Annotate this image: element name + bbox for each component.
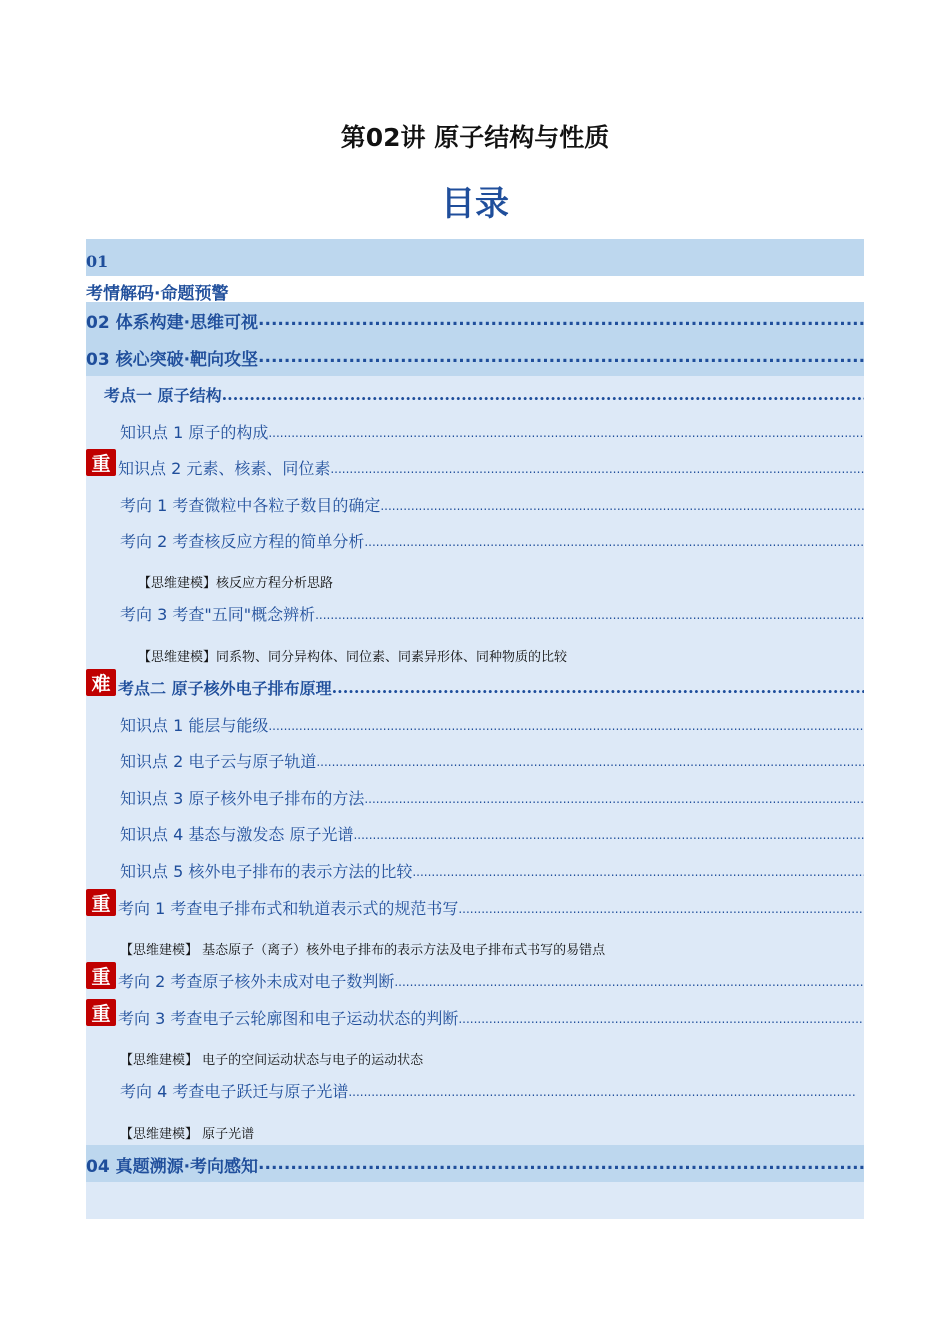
toc-entry-k2-kaoxiang-2[interactable] — [86, 966, 864, 994]
toc-entry-k2-kaoxiang-4[interactable] — [86, 1076, 856, 1104]
toc-entry-k1-zhishi-1[interactable] — [86, 417, 864, 445]
section-band-01 — [86, 239, 864, 276]
dot-leader — [394, 971, 864, 990]
toc-entry-section-04[interactable] — [86, 1150, 864, 1178]
toc-entry-kaodian-1[interactable] — [86, 380, 864, 408]
important-badge: 重 — [86, 962, 116, 989]
toc-entry-label: 02 体系构建·思维可视 — [86, 312, 259, 333]
important-badge: 重 — [86, 449, 116, 476]
toc-entry-label: 知识点 3 原子核外电子排布的方法 — [120, 788, 365, 808]
dot-leader — [258, 1154, 864, 1174]
toc-entry-kaodian-2[interactable] — [86, 673, 864, 701]
toc-entry-k1-kaoxiang-3[interactable] — [86, 599, 864, 627]
dot-leader — [364, 788, 864, 807]
toc-entry-k2-kaoxiang-1[interactable] — [86, 893, 864, 921]
thinking-model-note: 【思维建模】 原子光谱 — [120, 1127, 255, 1142]
toc-entry-label: 考点一 原子结构 — [104, 385, 222, 405]
toc-entry-label: 知识点 2 元素、核素、同位素 — [118, 458, 331, 478]
toc-entry-k2-zhishi-5[interactable] — [86, 856, 864, 884]
toc-entry-label: 03 核心突破·靶向攻坚 — [86, 349, 259, 370]
toc-entry-label: 知识点 1 能层与能级 — [120, 715, 269, 735]
toc-entry-label: 知识点 4 基态与激发态 原子光谱 — [120, 824, 354, 844]
toc-entry-k1-kaoxiang-1[interactable] — [86, 490, 864, 518]
thinking-model-note: 【思维建模】同系物、同分异构体、同位素、同素异形体、同种物质的比较 — [138, 650, 568, 665]
dot-leader — [353, 824, 864, 843]
section-01-title[interactable]: 考情解码·命题预警 — [86, 284, 229, 304]
toc-entry-label: 考向 2 考查原子核外未成对电子数判断 — [118, 971, 395, 991]
dot-leader — [380, 495, 864, 514]
toc-heading: 目录 — [441, 184, 509, 224]
toc-entry-k2-zhishi-4[interactable] — [86, 819, 864, 847]
toc-entry-label: 考向 3 考查"五同"概念辨析 — [120, 604, 316, 624]
toc-entry-label: 考向 3 考查电子云轮廓图和电子运动状态的判断 — [118, 1008, 459, 1028]
toc-entry-k1-kaoxiang-2[interactable] — [86, 526, 864, 554]
dot-leader — [458, 898, 864, 917]
dot-leader — [268, 715, 864, 734]
dot-leader — [348, 1081, 856, 1100]
difficult-badge: 难 — [86, 669, 116, 696]
toc-entry-label: 考向 4 考查电子跃迁与原子光谱 — [120, 1081, 349, 1101]
toc-entry-label: 04 真题溯源·考向感知 — [86, 1156, 259, 1177]
dot-leader — [315, 604, 864, 623]
toc-entry-k2-zhishi-3[interactable] — [86, 783, 864, 811]
toc-entry-k2-kaoxiang-3[interactable] — [86, 1003, 864, 1031]
toc-entry-k1-zhishi-2[interactable] — [86, 453, 864, 481]
toc-entry-label: 知识点 5 核外电子排布的表示方法的比较 — [120, 861, 413, 881]
toc-entry-section-03[interactable] — [86, 343, 864, 371]
dot-leader — [458, 1008, 864, 1027]
dot-leader — [316, 751, 864, 770]
section-01-number: 01 — [86, 252, 109, 271]
dot-leader — [258, 347, 864, 367]
dot-leader — [412, 861, 864, 880]
dot-leader — [364, 531, 864, 550]
dot-leader — [268, 422, 864, 441]
toc-entry-label: 考向 2 考查核反应方程的简单分析 — [120, 531, 365, 551]
important-badge: 重 — [86, 999, 116, 1026]
toc-entry-label: 考向 1 考查电子排布式和轨道表示式的规范书写 — [118, 898, 459, 918]
document-title: 第02讲 原子结构与性质 — [340, 123, 610, 152]
thinking-model-note: 【思维建模】 电子的空间运动状态与电子的运动状态 — [120, 1053, 424, 1068]
thinking-model-note: 【思维建模】 基态原子（离子）核外电子排布的表示方法及电子排布式书写的易错点 — [120, 943, 606, 958]
toc-entry-k2-zhishi-1[interactable] — [86, 710, 864, 738]
thinking-model-note: 【思维建模】核反应方程分析思路 — [138, 576, 334, 591]
important-badge: 重 — [86, 889, 116, 916]
toc-entry-label: 知识点 2 电子云与原子轨道 — [120, 751, 317, 771]
toc-entry-section-02[interactable] — [86, 306, 864, 334]
toc-entry-label: 考向 1 考查微粒中各粒子数目的确定 — [120, 495, 381, 515]
toc-entry-label: 考点二 原子核外电子排布原理 — [118, 678, 332, 698]
dot-leader — [330, 458, 864, 477]
toc-entry-label: 知识点 1 原子的构成 — [120, 422, 269, 442]
toc-entry-k2-zhishi-2[interactable] — [86, 746, 864, 774]
dot-leader — [332, 678, 864, 697]
dot-leader — [258, 310, 864, 330]
dot-leader — [222, 385, 864, 404]
